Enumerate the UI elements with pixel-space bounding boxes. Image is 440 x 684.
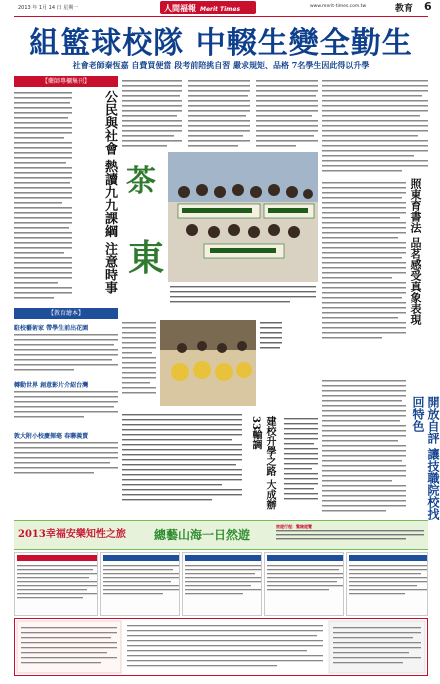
ads-row <box>14 552 428 616</box>
newspaper-logo[interactable] <box>160 1 256 14</box>
ad-box-3-content <box>185 555 261 615</box>
ad-box-4[interactable] <box>264 552 344 616</box>
right-title-vocational: 開放自評 讓技職院校找回特色 <box>411 396 440 521</box>
middle-lower <box>122 318 318 518</box>
travel-ad-details <box>276 524 424 546</box>
masthead <box>0 0 440 18</box>
calligraphy-char-bottom: 東 <box>128 237 165 279</box>
ad-box-2[interactable] <box>100 552 180 616</box>
main-headline: 組籃球校隊 中輟生變全勤生 <box>29 26 413 61</box>
bottom-ad-content <box>15 619 427 675</box>
middle-vertical-title: 建校升學之路 大成辦33輸調 <box>250 416 275 510</box>
middle-upper-text <box>122 76 318 150</box>
logo-text: 人間福報 <box>164 4 196 13</box>
edu-news3-headline: 敦大附小校慶揮毫 春聯義賣 <box>14 433 89 440</box>
edu-news1-headline: 駐校藝術家 帶學生前出花園 <box>14 325 89 332</box>
masthead-divider <box>14 16 428 17</box>
edu-news2-body <box>14 389 118 423</box>
ad-box-1-content <box>17 555 97 615</box>
page-number: 6 <box>424 0 432 13</box>
ad-box-4-content <box>267 555 343 615</box>
right-lower-text <box>322 376 406 526</box>
main-subhead: 社會老師秦恆嘉 自費買便當 段考前陪挑自習 嚴求規矩、品格 7名學生因此得以升學 <box>72 60 370 70</box>
photo-block <box>122 152 318 314</box>
travel-ad-banner[interactable] <box>14 520 428 550</box>
issue-date: 2013 年 1月 14 日 星期一 <box>18 5 79 11</box>
edu-news3-body <box>14 440 118 480</box>
travel-ad-detail-lines <box>276 529 424 543</box>
ad-box-3[interactable] <box>182 552 262 616</box>
section-name: 教育 <box>395 4 414 14</box>
column-tag-edu: 【教育繪本】 <box>14 308 118 319</box>
right-mid-text <box>322 178 406 378</box>
column-tag-opinion: 【藥師專欄集刊】 <box>14 76 118 87</box>
travel-ad-detail-head: 旅遊行程：驚險遊覽 <box>276 524 312 529</box>
website-url[interactable]: www.merit-times.com.tw <box>310 4 367 9</box>
ad-box-1[interactable] <box>14 552 98 616</box>
edu-news2-headline: 轉動世界 創意影片介紹台灣 <box>14 382 89 389</box>
logo-english: Merit Times <box>200 6 241 13</box>
travel-ad-slogan: 總藝山海一日然遊 <box>153 528 250 542</box>
opinion-article-body <box>14 90 76 304</box>
opinion-body-lines <box>14 90 72 300</box>
travel-ad-title: 2013幸福安樂知性之旅 <box>18 529 126 540</box>
left-column <box>14 76 118 520</box>
middle-column <box>122 76 318 510</box>
opinion-title: 公民與社會 熱讀九九課綱 注意時事 <box>102 90 117 295</box>
ad-box-5-content <box>349 555 427 615</box>
ad-box-5[interactable] <box>346 552 428 616</box>
right-title-calligraphy: 照東育書法 品茗感受真象表現 <box>409 178 422 325</box>
ad-box-2-content <box>103 555 179 615</box>
bottom-advertisement[interactable] <box>14 618 428 676</box>
right-column <box>322 76 440 521</box>
calligraphy-char-top: 茶 <box>126 164 156 199</box>
right-upper-text <box>322 76 428 176</box>
edu-news1-body <box>14 332 118 372</box>
education-news-block <box>14 308 118 484</box>
